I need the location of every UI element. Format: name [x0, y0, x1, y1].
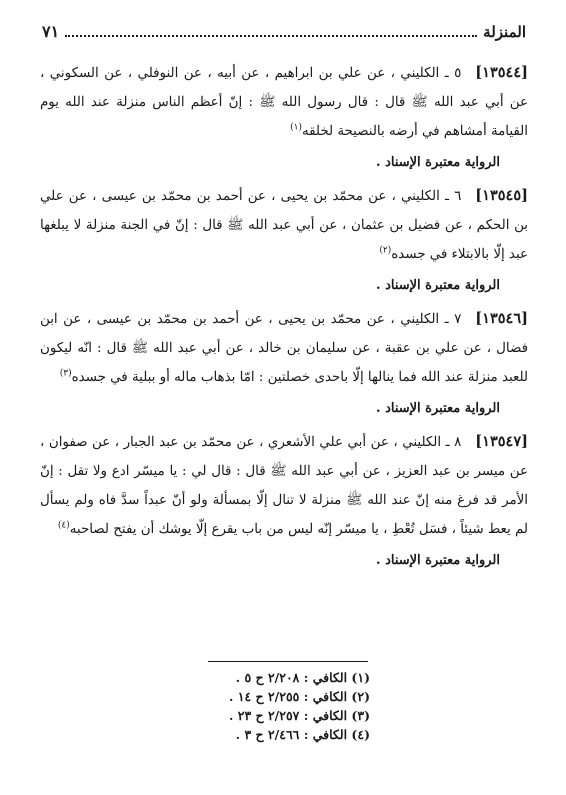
footnotes: [130, 668, 370, 744]
hadith-entry: [40, 181, 528, 300]
hadith-number: [١٣٥٤٧]: [475, 433, 528, 450]
hadith-text: ٨ ـ الكليني ، عن أبي علي الأشعري ، عن محمّد بن عبد الجبار ، عن صفوان ، عن ميسر بن عبد العزيز ، عن أبي عبد الله ﷺ قال : قال لي : يا ميسّر ادع ولا تقل : إنّ الأمر قد فرغ منه إنّ عند الله ﷺ منزلة لا تنال إلّا بمسألة ولو أنّ عبداً سدَّ فاه ولم يسأل لم يعط شيئاً ، فسَل تُعْطِ ، يا ميسّر إنّه ليس من باب يقرع إلّا يوشك أن يفتح لصاحبه: [40, 435, 528, 537]
hadith-entry: [40, 58, 528, 177]
hadith-paragraph: [40, 58, 528, 146]
hadith-text: ٦ ـ الكليني ، عن محمّد بن يحيى ، عن أحمد بن محمّد بن عيسى ، عن علي بن الحكم ، عن فضيل بن عثمان ، عن أبي عبد الله ﷺ قال : إنّ في الجنة منزلة لا يبلغها عبد إلّا بالابتلاء في جسده: [40, 189, 528, 262]
footnote: (٢) الكافي : ٢/٢٥٥ ح ١٤ .: [229, 689, 370, 704]
footnote-separator: [208, 661, 368, 662]
hadith-paragraph: [40, 304, 528, 392]
footnote-marker: (٢): [379, 245, 392, 256]
isnad-grading: الرواية معتبرة الإسناد .: [376, 278, 500, 293]
hadith-number: [١٣٥٤٤]: [475, 64, 528, 81]
page-header: [42, 22, 526, 46]
footnote-marker: (١): [290, 122, 302, 133]
hadith-entry: [40, 427, 528, 575]
isnad-grading: الرواية معتبرة الإسناد .: [376, 553, 500, 568]
hadith-paragraph: [40, 427, 528, 544]
header-dot-leader: [65, 35, 477, 37]
footnote: (١) الكافي : ٢/٢٠٨ ح ٥ .: [235, 670, 370, 685]
hadith-number: [١٣٥٤٦]: [475, 310, 528, 327]
footnote: (٣) الكافي : ٢/٢٥٧ ح ٢٣ .: [229, 708, 370, 723]
main-text: [40, 58, 528, 579]
hadith-number: [١٣٥٤٥]: [475, 187, 528, 204]
page-number: ٧١: [42, 22, 60, 41]
footnote: (٤) الكافي : ٢/٤٦٦ ح ٣ .: [235, 727, 370, 742]
isnad-grading: الرواية معتبرة الإسناد .: [376, 401, 500, 416]
footnote-marker: (٤): [57, 520, 70, 531]
footnote-marker: (٣): [59, 368, 72, 379]
hadith-entry: [40, 304, 528, 423]
hadith-paragraph: [40, 181, 528, 269]
running-title: المنزلة: [483, 23, 526, 41]
hadith-text: ٧ ـ الكليني ، عن محمّد بن يحيى ، عن أحمد بن محمّد بن عيسى ، عن ابن فضال ، عن علي بن عقبة ، عن سليمان بن خالد ، عن أبي عبد الله ﷺ قال : انّه ليكون للعبد منزلة عند الله فما ينالها إلّا باحدى خصلتين : امّا بذهاب ماله أو ببلية في جسده: [40, 312, 528, 385]
hadith-text: ٥ ـ الكليني ، عن علي بن ابراهيم ، عن أبيه ، عن النوفلي ، عن السكوني ، عن أبي عبد الله ﷺ قال : قال رسول الله ﷺ : إنّ أعظم الناس منزلة عند الله يوم القيامة أمشاهم في أرضه بالنصيحة لخلقه: [40, 66, 528, 139]
isnad-grading: الرواية معتبرة الإسناد .: [376, 155, 500, 170]
